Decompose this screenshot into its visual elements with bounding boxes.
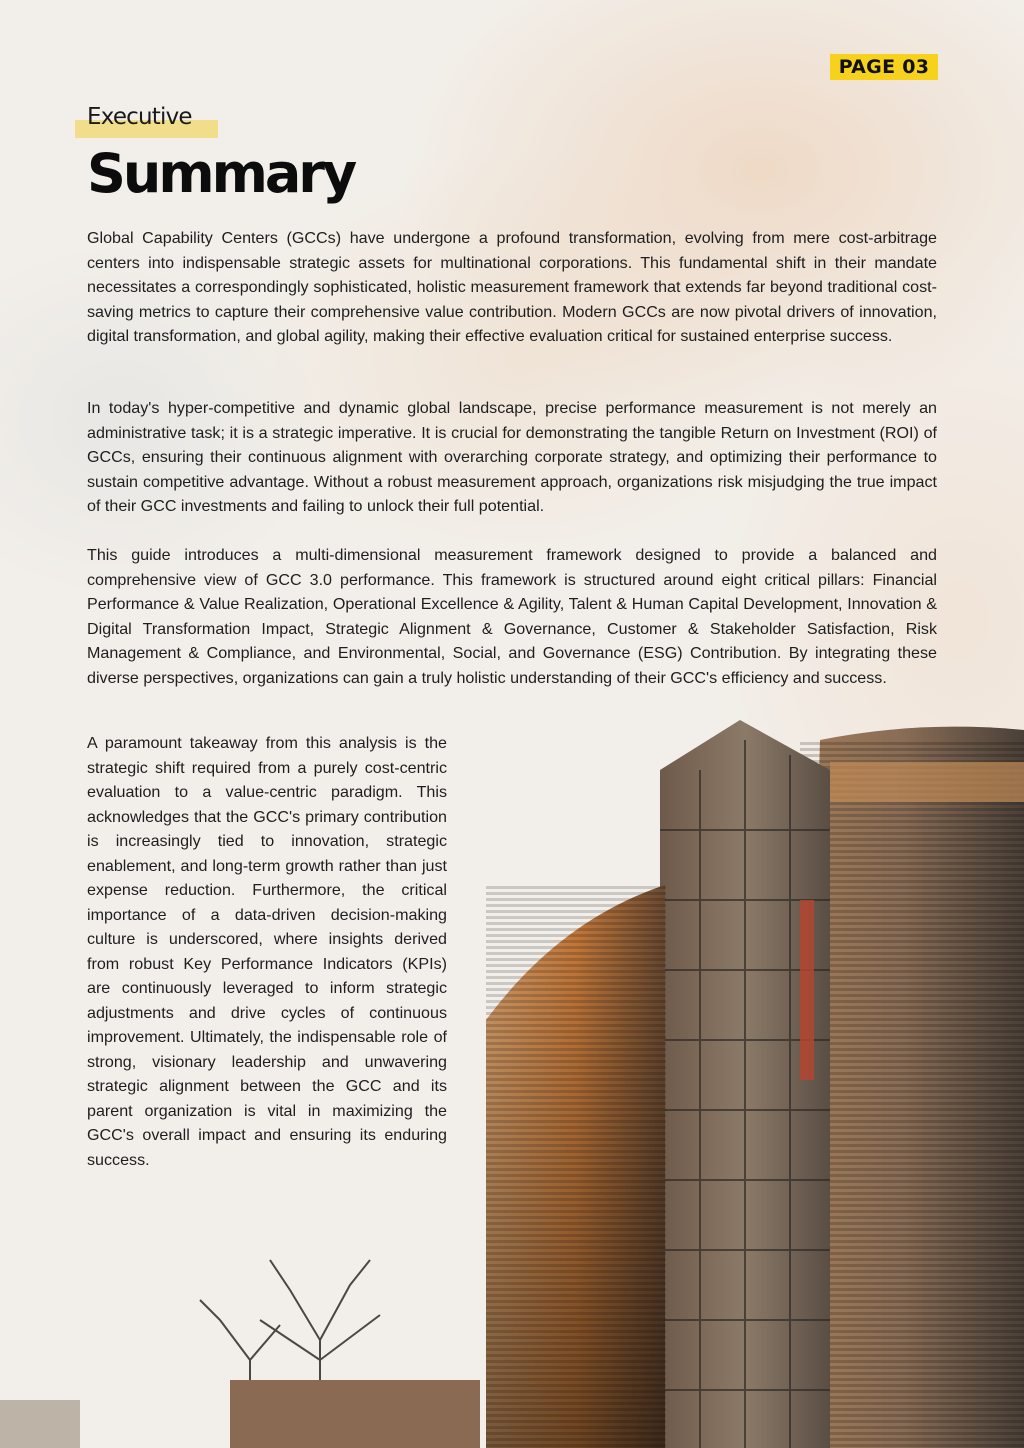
heading-kicker: Executive — [87, 104, 192, 130]
paragraph-intro: Global Capability Centers (GCCs) have undergone a profound transformation, evolving from mere cost-arbitrage centers into indispensable strategic assets for multinational corporations. This fundamental shift in their mandate necessitates a correspondingly sophisticated, holistic measurement framework that extends far beyond traditional cost-saving metrics to capture their comprehensive value contribution. Modern GCCs are now pivotal drivers of innovation, digital transformation, and global agility, making their effective evaluation critical for sustained enterprise success. — [87, 229, 937, 345]
paragraph-measurement: In today's hyper-competitive and dynamic global landscape, precise performance measurement is not merely an administrative task; it is a strategic imperative. It is crucial for demonstrating the tangible Return on Investment (ROI) of GCCs, ensuring their continuous alignment with overarching corporate strategy, and optimizing their performance to sustain competitive advantage. Without a robust measurement approach, organizations risk misjudging the true impact of their GCC investments and failing to unlock their full potential. — [87, 399, 937, 515]
page-number-badge: PAGE 03 — [830, 54, 938, 80]
paragraph-takeaway: A paramount takeaway from this analysis is the strategic shift required from a purely cost-centric evaluation to a value-centric paradigm. This acknowledges that the GCC's primary contribution is increasingly tied to innovation, strategic enablement, and long-term growth rather than just expense reduction. Furthermore, the critical importance of a data-driven decision-making culture is underscored, where insights derived from robust Key Performance Indicators (KPIs) are continuously leveraged to inform strategic adjustments and drive cycles of continuous improvement. Ultimately, the indispensable role of strong, visionary leadership and unwavering strategic alignment between the GCC and its parent organization is vital in maximizing the GCC's overall impact and ensuring its enduring success. — [87, 734, 447, 1169]
paragraph-framework: This guide introduces a multi-dimensional measurement framework designed to provide a balanced and comprehensive view of GCC 3.0 performance. This framework is structured around eight critical pillars: Financial Performance & Value Realization, Operational Excellence & Agility, Talent & Human Capital Development, Innovation & Digital Transformation Impact, Strategic Alignment & Governance, Customer & Stakeholder Satisfaction, Risk Management & Compliance, and Environmental, Social, and Governance (ESG) Contribution. By integrating these diverse perspectives, organizations can gain a truly holistic understanding of their GCC's efficiency and success. — [87, 546, 937, 687]
page-heading — [87, 100, 354, 206]
page-title: Summary — [87, 142, 355, 205]
